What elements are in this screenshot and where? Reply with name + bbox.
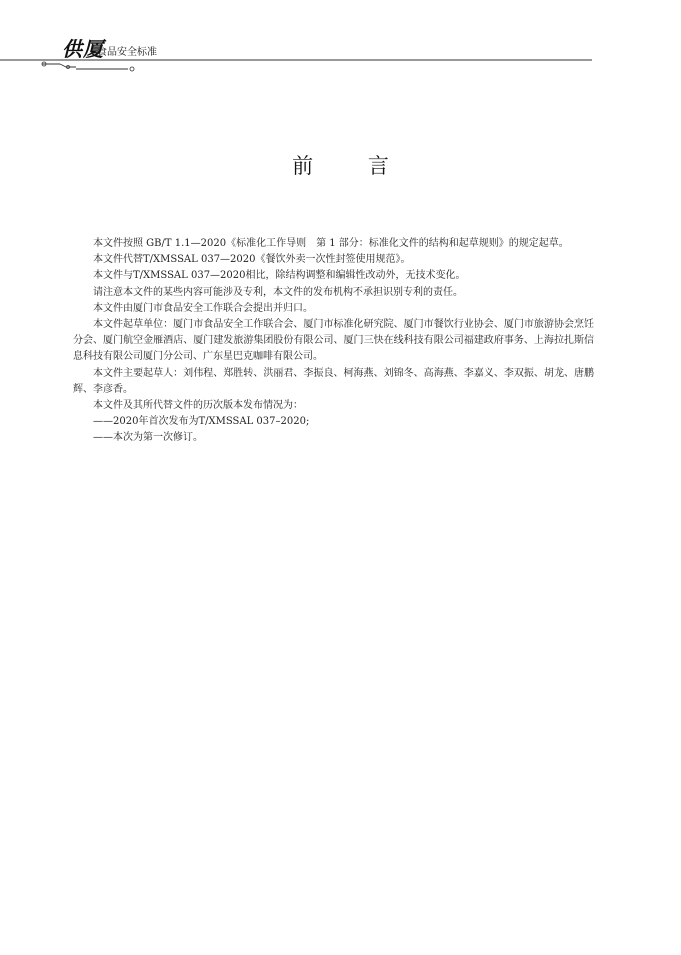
paragraph: 本文件按照 GB/T 1.1—2020《标准化工作导则 第 1 部分：标准化文件的结构和起草规则》的规定起草。 — [93, 238, 569, 249]
header-rule — [0, 52, 681, 76]
paragraph: 本文件起草单位：厦门市食品安全工作联合会、厦门市标准化研究院、厦门市餐饮行业协会、厦门市旅游协会烹饪分会、厦门航空金雁酒店、厦门建发旅游集团股份有限公司、厦门三快在线科技有限公司福建政府事务、上海拉扎斯信息科技有限公司厦门分公司、广东星巴克咖啡有限公司。 — [73, 319, 594, 363]
page-title: 前 言 — [292, 154, 413, 178]
header-subtitle: 食品安全标准 — [97, 47, 157, 58]
header-logo: 供厦 — [62, 37, 104, 61]
paragraph: 本文件主要起草人：刘伟程、郑胜转、洪丽君、李振良、柯海燕、刘锦冬、高海燕、李嘉义、李双振、胡龙、唐鹏辉、李彦香。 — [73, 367, 594, 395]
paragraph: ——2020年首次发布为T/XMSSAL 037–2020; — [93, 416, 310, 428]
paragraph: 本文件及其所代替文件的历次版本发布情况为： — [93, 400, 303, 412]
page-header — [0, 0, 681, 80]
paragraph: 请注意本文件的某些内容可能涉及专利，本文件的发布机构不承担识别专利的责任。 — [93, 286, 463, 298]
paragraph: ——本次为第一次修订。 — [93, 432, 203, 444]
paragraph: 本文件代替T/XMSSAL 037—2020《餐饮外卖一次性封签使用规范》。 — [93, 254, 411, 266]
paragraph: 本文件与T/XMSSAL 037—2020相比，除结构调整和编辑性改动外，无技术变化。 — [93, 270, 466, 282]
body-text — [73, 236, 594, 447]
paragraph: 本文件由厦门市食品安全工作联合会提出并归口。 — [93, 302, 313, 314]
